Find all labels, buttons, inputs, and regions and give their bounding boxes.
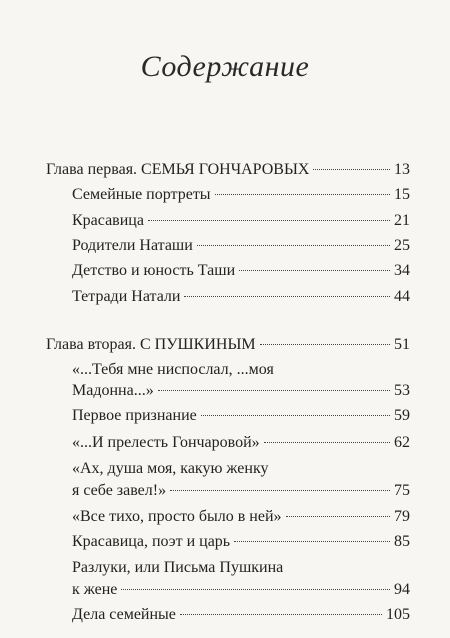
page-number: 85 xyxy=(394,533,410,550)
dot-leader xyxy=(184,296,390,297)
dot-leader xyxy=(121,589,390,590)
toc-item xyxy=(72,507,410,527)
dot-leader xyxy=(201,415,390,416)
page-number: 21 xyxy=(394,212,410,229)
page-number: 75 xyxy=(394,482,410,499)
dot-leader xyxy=(158,390,390,391)
section-title: Детство и юность Таши xyxy=(72,262,236,279)
dot-leader xyxy=(260,344,390,345)
toc-item xyxy=(72,580,410,600)
section-title: «...И прелесть Гончаровой» xyxy=(72,434,260,451)
section-title: Дела семейные xyxy=(72,606,176,623)
section-title: Красавица, поэт и царь xyxy=(72,533,231,550)
toc-chapter-1 xyxy=(46,160,410,180)
dot-leader xyxy=(239,270,390,271)
dot-leader xyxy=(264,442,390,443)
chapter-title: Глава первая. СЕМЬЯ ГОНЧАРОВЫХ xyxy=(46,161,310,178)
page-number: 59 xyxy=(394,407,410,424)
dot-leader xyxy=(197,245,390,246)
dot-leader xyxy=(170,490,390,491)
toc-item xyxy=(72,532,410,552)
toc-item xyxy=(72,185,410,205)
dot-leader xyxy=(234,541,390,542)
toc-chapter-2 xyxy=(46,335,410,355)
toc-item xyxy=(72,381,410,401)
section-title: Первое признание xyxy=(72,407,197,424)
page-number: 105 xyxy=(386,606,410,623)
section-title: Тетради Натали xyxy=(72,288,181,305)
toc-item xyxy=(72,236,410,256)
chapter-title: Глава вторая. С ПУШКИНЫМ xyxy=(46,336,256,353)
toc-item xyxy=(72,605,410,625)
section-title-line-2: Мадонна...» xyxy=(72,382,154,399)
section-title: «Все тихо, просто было в ней» xyxy=(72,508,282,525)
page-number: 25 xyxy=(394,237,410,254)
toc-item xyxy=(72,481,410,501)
page-title: Содержание xyxy=(140,50,310,83)
page-number: 34 xyxy=(394,262,410,279)
section-title-line-1: «Ах, душа моя, какую женку xyxy=(72,460,269,477)
page-number: 94 xyxy=(394,581,410,598)
section-title: Красавица xyxy=(72,212,144,229)
page-number: 44 xyxy=(394,288,410,305)
section-title-line-2: я себе завел!» xyxy=(72,482,167,499)
dot-leader xyxy=(148,220,390,221)
toc-item xyxy=(72,406,410,426)
page-number: 15 xyxy=(394,186,410,203)
section-title-line-1: Разлуки, или Письма Пушкина xyxy=(72,559,284,576)
toc-item xyxy=(72,211,410,231)
dot-leader xyxy=(215,194,390,195)
page-number: 62 xyxy=(394,434,410,451)
section-title: Родители Наташи xyxy=(72,237,193,254)
dot-leader xyxy=(286,516,390,517)
section-title-line-2: к жене xyxy=(72,581,118,598)
toc-item xyxy=(72,287,410,307)
section-title: Семейные портреты xyxy=(72,186,211,203)
page-number: 53 xyxy=(394,382,410,399)
page-number: 13 xyxy=(394,161,410,178)
section-title-line-1: «...Тебя мне ниспослал, ...моя xyxy=(72,361,274,378)
dot-leader xyxy=(313,169,390,170)
toc-item xyxy=(72,433,410,453)
dot-leader xyxy=(180,614,382,615)
page-number: 79 xyxy=(394,508,410,525)
page-number: 51 xyxy=(394,336,410,353)
toc-item xyxy=(72,261,410,281)
